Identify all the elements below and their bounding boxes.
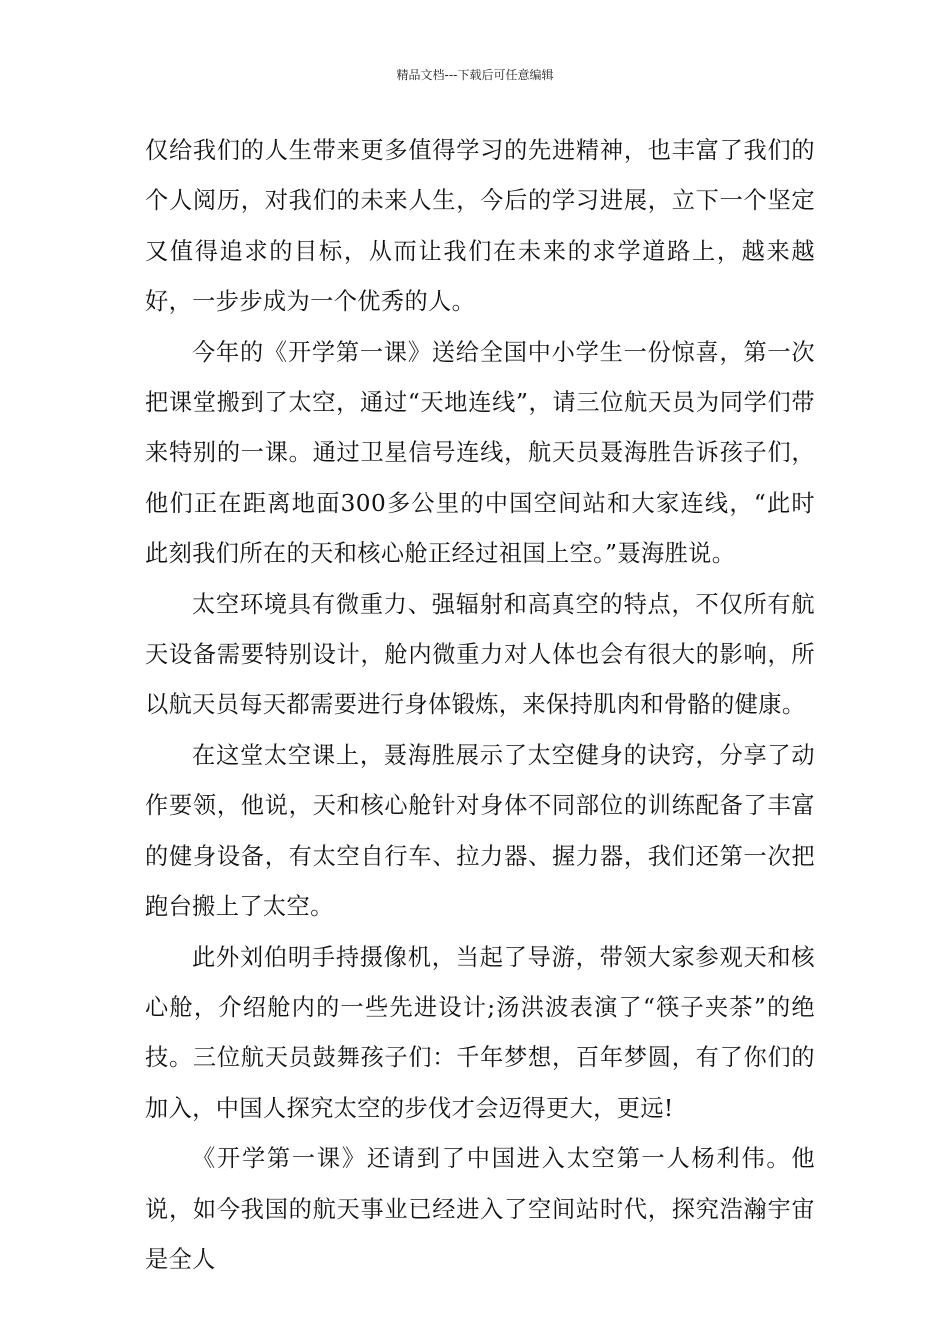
paragraph-opening-class-intro: 今年的《开学第一课》送给全国中小学生一份惊喜，第一次把课堂搬到了太空，通过“天地连线”，请三位航天员为同学们带来特别的一课。通过卫星信号连线，航天员聂海胜告诉孩子们，他们正在距离地面300多公里的中国空间站和大家连线，“此时此刻我们所在的天和核心舱正经过祖国上空。”聂海胜说。 (145, 338, 815, 568)
document-body (145, 126, 815, 1285)
paragraph-space-fitness: 在这堂太空课上，聂海胜展示了太空健身的诀窍，分享了动作要领，他说，天和核心舱针对身体不同部位的训练配备了丰富的健身设备，有太空自行车、拉力器、握力器，我们还第一次把跑台搬上了太空。 (145, 741, 815, 921)
paragraph-continuation: 仅给我们的人生带来更多值得学习的先进精神，也丰富了我们的个人阅历，对我们的未来人生，今后的学习进展，立下一个坚定又值得追求的目标，从而让我们在未来的求学道路上，越来越好，一步步成为一个优秀的人。 (145, 137, 815, 316)
paragraph-yang-liwei: 《开学第一课》还请到了中国进入太空第一人杨利伟。他说，如今我国的航天事业已经进入了空间站时代，探究浩瀚宇宙是全人 (145, 1145, 815, 1273)
page-header: 精品文档---下载后可任意编辑 (396, 68, 554, 82)
paragraph-cabin-tour: 此外刘伯明手持摄像机，当起了导游，带领大家参观天和核心舱，介绍舱内的一些先进设计;汤洪波表演了“筷子夹茶”的绝技。三位航天员鼓舞孩子们：千年梦想，百年梦圆，有了你们的加入，中国人探究太空的步伐才会迈得更大，更远! (145, 943, 815, 1122)
paragraph-space-environment: 太空环境具有微重力、强辐射和高真空的特点，不仅所有航天设备需要特别设计，舱内微重力对人体也会有很大的影响，所以航天员每天都需要进行身体锻炼，来保持肌肉和骨骼的健康。 (145, 590, 815, 719)
